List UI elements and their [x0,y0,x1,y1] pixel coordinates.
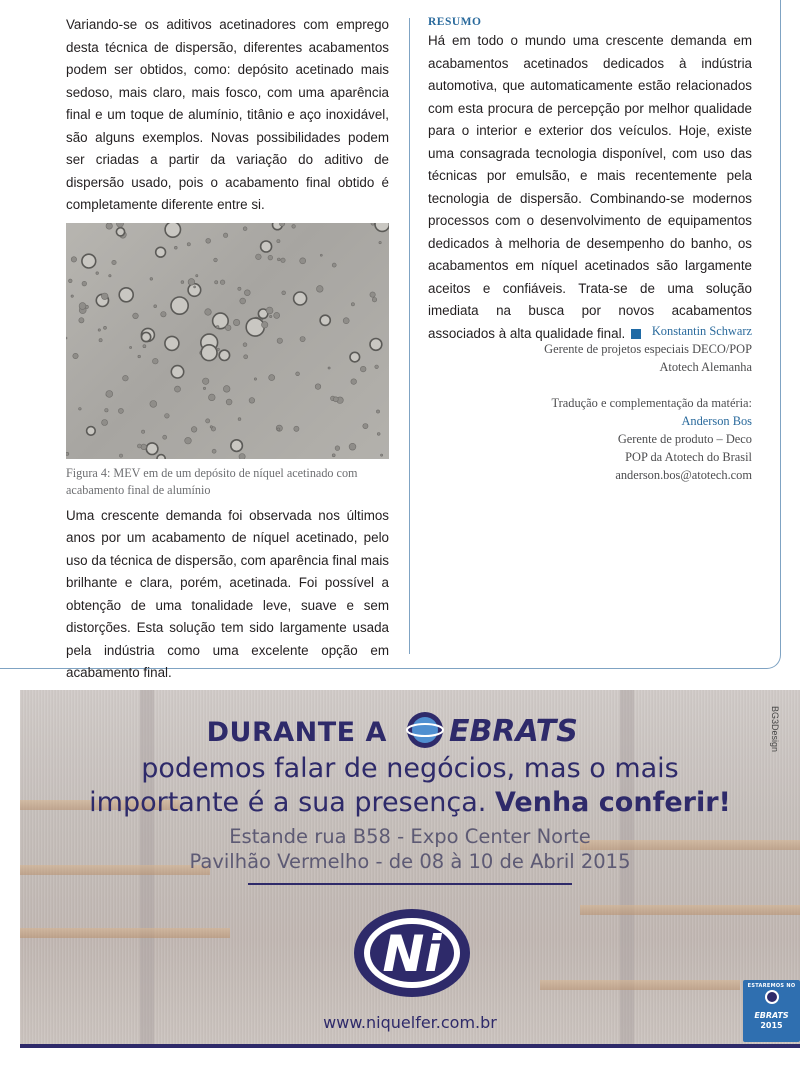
design-credit: BG3Design [770,705,781,753]
column-divider [409,18,410,654]
author-credits [432,322,752,484]
translator-name: Anderson Bos [681,414,752,428]
translation-label: Tradução e complementação da matéria: [551,396,752,410]
translator-email: anderson.bos@atotech.com [615,468,752,482]
tagline-line1: podemos falar de negócios, mas o mais [141,753,679,784]
ad-tagline [20,752,800,820]
badge-top-text: ESTAREMOS NO [747,983,796,989]
ad-headline-row [20,710,800,755]
ebrats-2015-badge [743,980,800,1042]
ad-bottom-bar [20,1044,800,1048]
durante-text: DURANTE A [206,717,387,748]
website-link[interactable]: www.niquelfer.com.br [323,1013,497,1032]
resumo-text: Há em todo o mundo uma crescente demanda em acabamentos acetinados dedicados à indústria automotiva, que automaticamente estão relacionados com esta procura de percepção por melhor qualidade para o interior e exterior dos veículos. Hoje, existe uma consagrada tecnologia disponível, com uso das técnicas por emulsão, e mais recentemente pela tecnologia de dispersão. Combinando-se modernos processos com o desenvolvimento de equipamentos dedicados à melhoria de desempenho do banho, os acabamentos em níquel acetinados são largamente aceitos e confiáveis. Trata-se de uma solução imediata na busca por novos acabamentos associados à alta qualidade final. [428,33,752,341]
tagline-cta: Venha conferir! [495,787,731,818]
badge-globe-icon [762,989,782,1005]
left-column [66,14,389,685]
sem-micrograph-figure [66,223,389,459]
resumo-body [428,30,752,345]
badge-year: 2015 [760,1021,783,1030]
right-column [428,14,752,345]
ni-logo [352,905,472,1006]
figure-caption: Figura 4: MEV em de um depósito de níquel acetinado com acabamento final de alumínio [66,465,358,497]
tagline-line2-text: importante é a sua presença. [89,787,487,818]
paragraph-dispersion-variants: Variando-se os aditivos acetinadores com emprego desta técnica de dispersão, diferentes acabamentos podem ser obtidos, como: depósito acetinado mais sedoso, mais claro, mais fosco, com uma aparência final e um toque de alumínio, titânio e aço inoxidável, são alguns exemplos. Novas possibilidades podem ser criadas a partir da variação do aditivo de dispersão usado, pois o acabamento final obtido é completamente diferente entre si. [66,17,389,212]
svg-text:EBRATS: EBRATS [449,714,579,749]
stand-dates: Pavilhão Vermelho - de 08 à 10 de Abril 2015 [189,850,631,873]
author-role: Gerente de projetos especiais DECO/POP [544,342,752,356]
svg-text:Ni: Ni [382,925,442,983]
stand-address: Estande rua B58 - Expo Center Norte [229,825,591,848]
niquelfer-advertisement [20,690,800,1046]
translator-company: POP da Atotech do Brasil [625,450,752,464]
ebrats-logo [403,710,613,755]
ad-stand-info [20,824,800,874]
ad-divider-rule [248,883,572,885]
resumo-heading: RESUMO [428,16,482,28]
micrograph-image [66,223,389,459]
badge-logo-text: EBRATS [754,1011,789,1020]
author-company: Atotech Alemanha [659,360,752,374]
author-name: Konstantin Schwarz [651,324,752,338]
tagline-line2 [20,786,800,820]
translator-role: Gerente de produto – Deco [617,432,752,446]
paragraph-demand: Uma crescente demanda foi observada nos últimos anos por um acabamento de níquel acetinado, pelo uso da técnica de dispersão, com aparência final mais brilhante e clara, porém, acetinada. Foi possível a obtenção de uma tonalidade leve, suave e sem distorções. Esta solução tem sido largamente usada pela indústria como uma excelente opção em acabamento final. [66,507,389,680]
